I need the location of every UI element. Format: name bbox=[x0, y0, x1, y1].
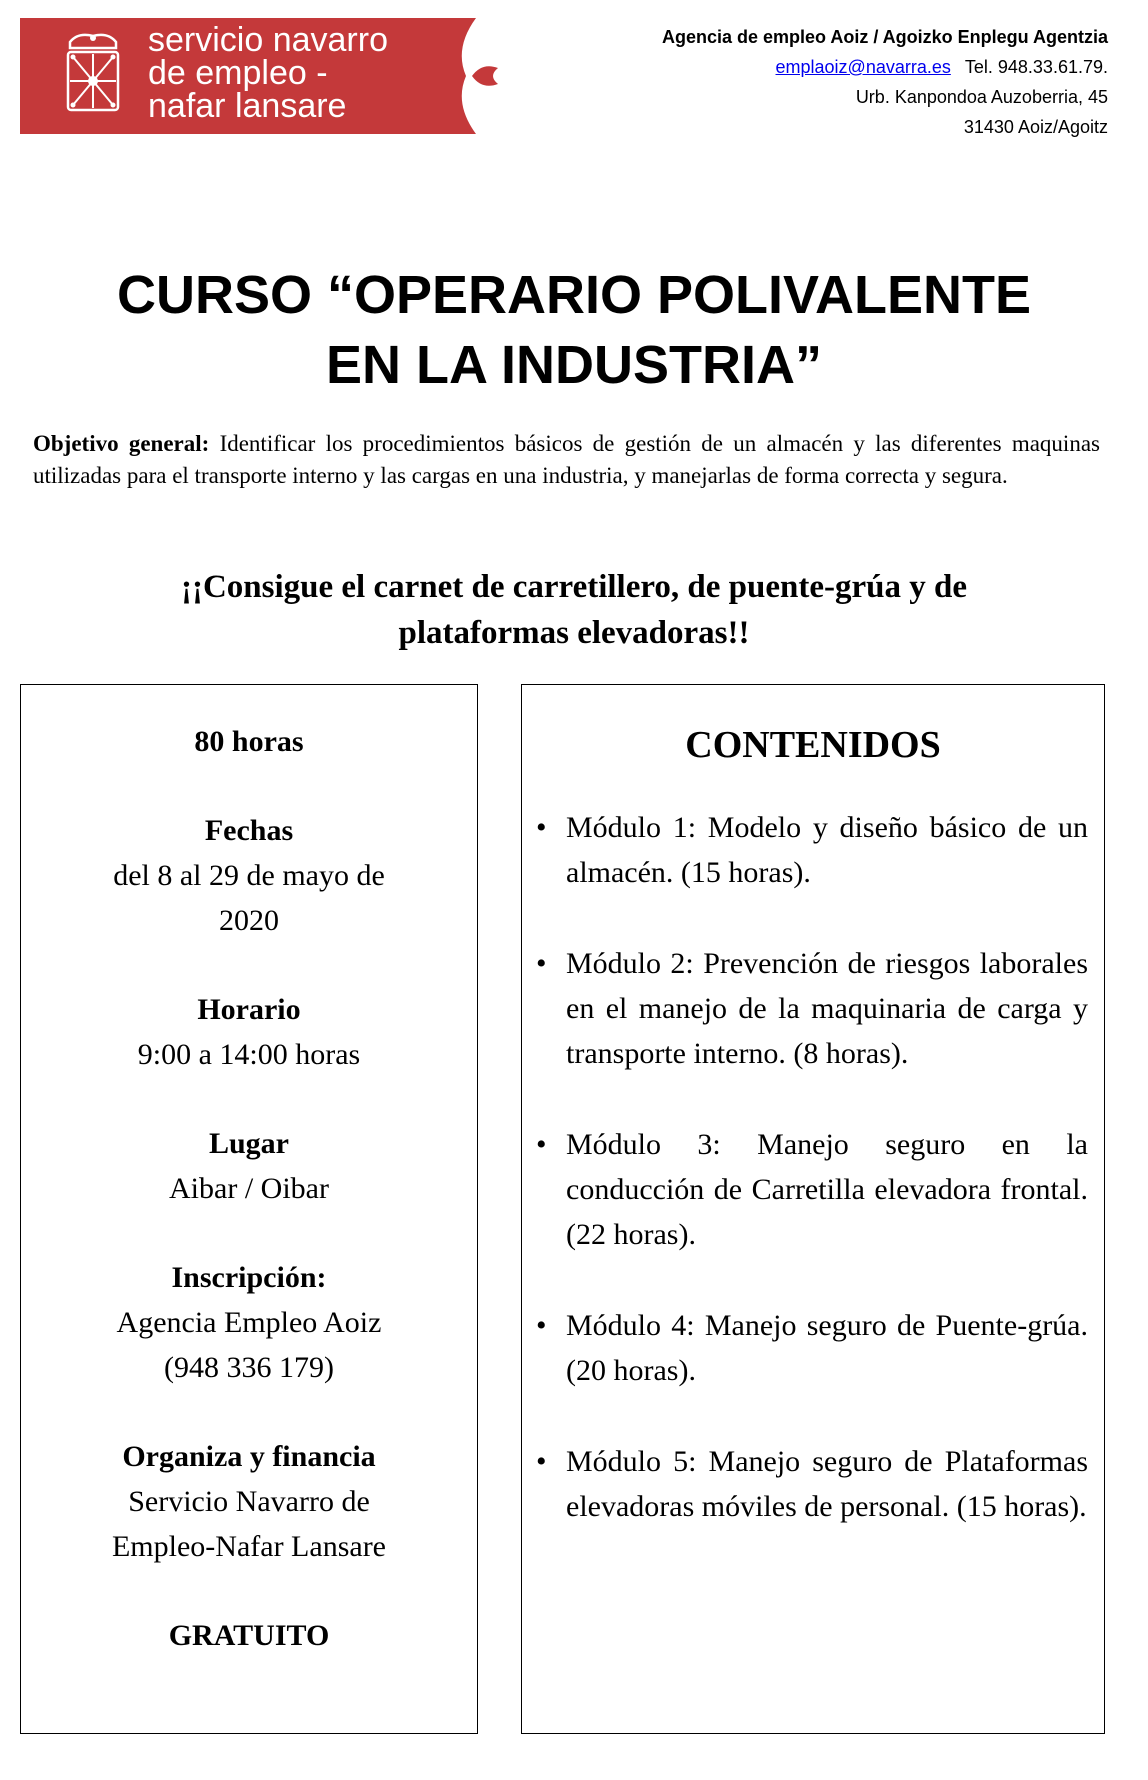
objective-label: Objetivo general: bbox=[33, 431, 210, 456]
contents-title: CONTENIDOS bbox=[685, 724, 941, 766]
module-text: Módulo 4: Manejo seguro de Puente-grúa. (20 horas). bbox=[566, 1309, 1088, 1387]
dates-value: del 8 al 29 de mayo de bbox=[113, 859, 385, 892]
logo-line: servicio navarro bbox=[148, 21, 388, 59]
organizer-block bbox=[21, 1434, 477, 1569]
module-text: Módulo 3: Manejo seguro en la conducción de Carretilla elevadora frontal. (22 horas). bbox=[566, 1128, 1088, 1251]
price-value: GRATUITO bbox=[168, 1619, 330, 1652]
agency-email-link[interactable]: emplaoiz@navarra.es bbox=[775, 57, 951, 77]
logo-banner bbox=[20, 18, 500, 134]
dates-block bbox=[21, 808, 477, 943]
objective-paragraph bbox=[33, 428, 1100, 492]
contents-box bbox=[521, 684, 1105, 1734]
course-info-box bbox=[20, 684, 478, 1734]
dates-value: 2020 bbox=[219, 904, 279, 937]
bullet-icon: • bbox=[536, 811, 547, 844]
hours-block bbox=[21, 719, 477, 764]
list-item bbox=[536, 805, 1088, 895]
signup-value: Agencia Empleo Aoiz bbox=[116, 1306, 382, 1339]
module-text: Módulo 1: Modelo y diseño básico de un almacén. (15 horas). bbox=[566, 811, 1088, 889]
list-item bbox=[536, 1303, 1088, 1393]
schedule-block bbox=[21, 987, 477, 1077]
bullet-icon: • bbox=[536, 947, 547, 980]
logo-line: nafar lansare bbox=[148, 87, 347, 125]
organizer-label: Organiza y financia bbox=[122, 1440, 376, 1473]
agency-address: Urb. Kanpondoa Auzoberria, 45 bbox=[855, 87, 1108, 107]
module-list bbox=[522, 805, 1104, 1529]
list-item bbox=[536, 1122, 1088, 1257]
agency-name: Agencia de empleo Aoiz / Agoizko Enplegu Agentzia bbox=[661, 27, 1108, 47]
bullet-icon: • bbox=[536, 1445, 547, 1478]
list-item bbox=[536, 1439, 1088, 1529]
logo-line: de empleo - bbox=[148, 54, 328, 92]
course-title-line: CURSO “OPERARIO POLIVALENTE bbox=[116, 265, 1032, 325]
course-title-line: EN LA INDUSTRIA” bbox=[326, 335, 822, 395]
module-text: Módulo 2: Prevención de riesgos laborales en el manejo de la maquinaria de carga y transporte interno. (8 horas). bbox=[566, 947, 1088, 1070]
module-text: Módulo 5: Manejo seguro de Plataformas elevadoras móviles de personal. (15 horas). bbox=[566, 1445, 1088, 1523]
logo-swoosh-icon bbox=[458, 18, 500, 134]
agency-contact-line bbox=[662, 52, 1108, 82]
logo-wordmark bbox=[148, 21, 388, 125]
place-value: Aibar / Oibar bbox=[169, 1172, 329, 1205]
signup-block bbox=[21, 1255, 477, 1390]
bullet-icon: • bbox=[536, 1309, 547, 1342]
navarra-coat-of-arms-icon bbox=[58, 32, 128, 122]
signup-label: Inscripción: bbox=[171, 1261, 327, 1294]
bullet-icon: • bbox=[536, 1128, 547, 1161]
place-block bbox=[21, 1121, 477, 1211]
hours-value: 80 horas bbox=[194, 725, 304, 758]
schedule-label: Horario bbox=[197, 993, 301, 1026]
list-item bbox=[536, 941, 1088, 1076]
signup-value: (948 336 179) bbox=[164, 1351, 334, 1384]
price-block bbox=[21, 1613, 477, 1658]
tagline bbox=[0, 564, 1148, 656]
schedule-value: 9:00 a 14:00 horas bbox=[137, 1038, 361, 1071]
objective-text: Identificar los procedimientos básicos de gestión de un almacén y las diferentes maquinas utilizadas para el transporte interno y las cargas en una industria, y manejarlas de forma correcta y segura. bbox=[33, 431, 1100, 488]
tagline-line: plataformas elevadoras!! bbox=[398, 615, 750, 651]
tagline-line: ¡¡Consigue el carnet de carretillero, de puente-grúa y de bbox=[180, 569, 968, 605]
organizer-value: Empleo-Nafar Lansare bbox=[111, 1530, 386, 1563]
course-title bbox=[0, 260, 1148, 400]
organizer-value: Servicio Navarro de bbox=[128, 1485, 370, 1518]
agency-city: 31430 Aoiz/Agoitz bbox=[963, 117, 1108, 137]
dates-label: Fechas bbox=[204, 814, 294, 847]
place-label: Lugar bbox=[208, 1127, 289, 1160]
agency-contact bbox=[662, 22, 1108, 142]
agency-phone: Tel. 948.33.61.79. bbox=[964, 57, 1108, 77]
